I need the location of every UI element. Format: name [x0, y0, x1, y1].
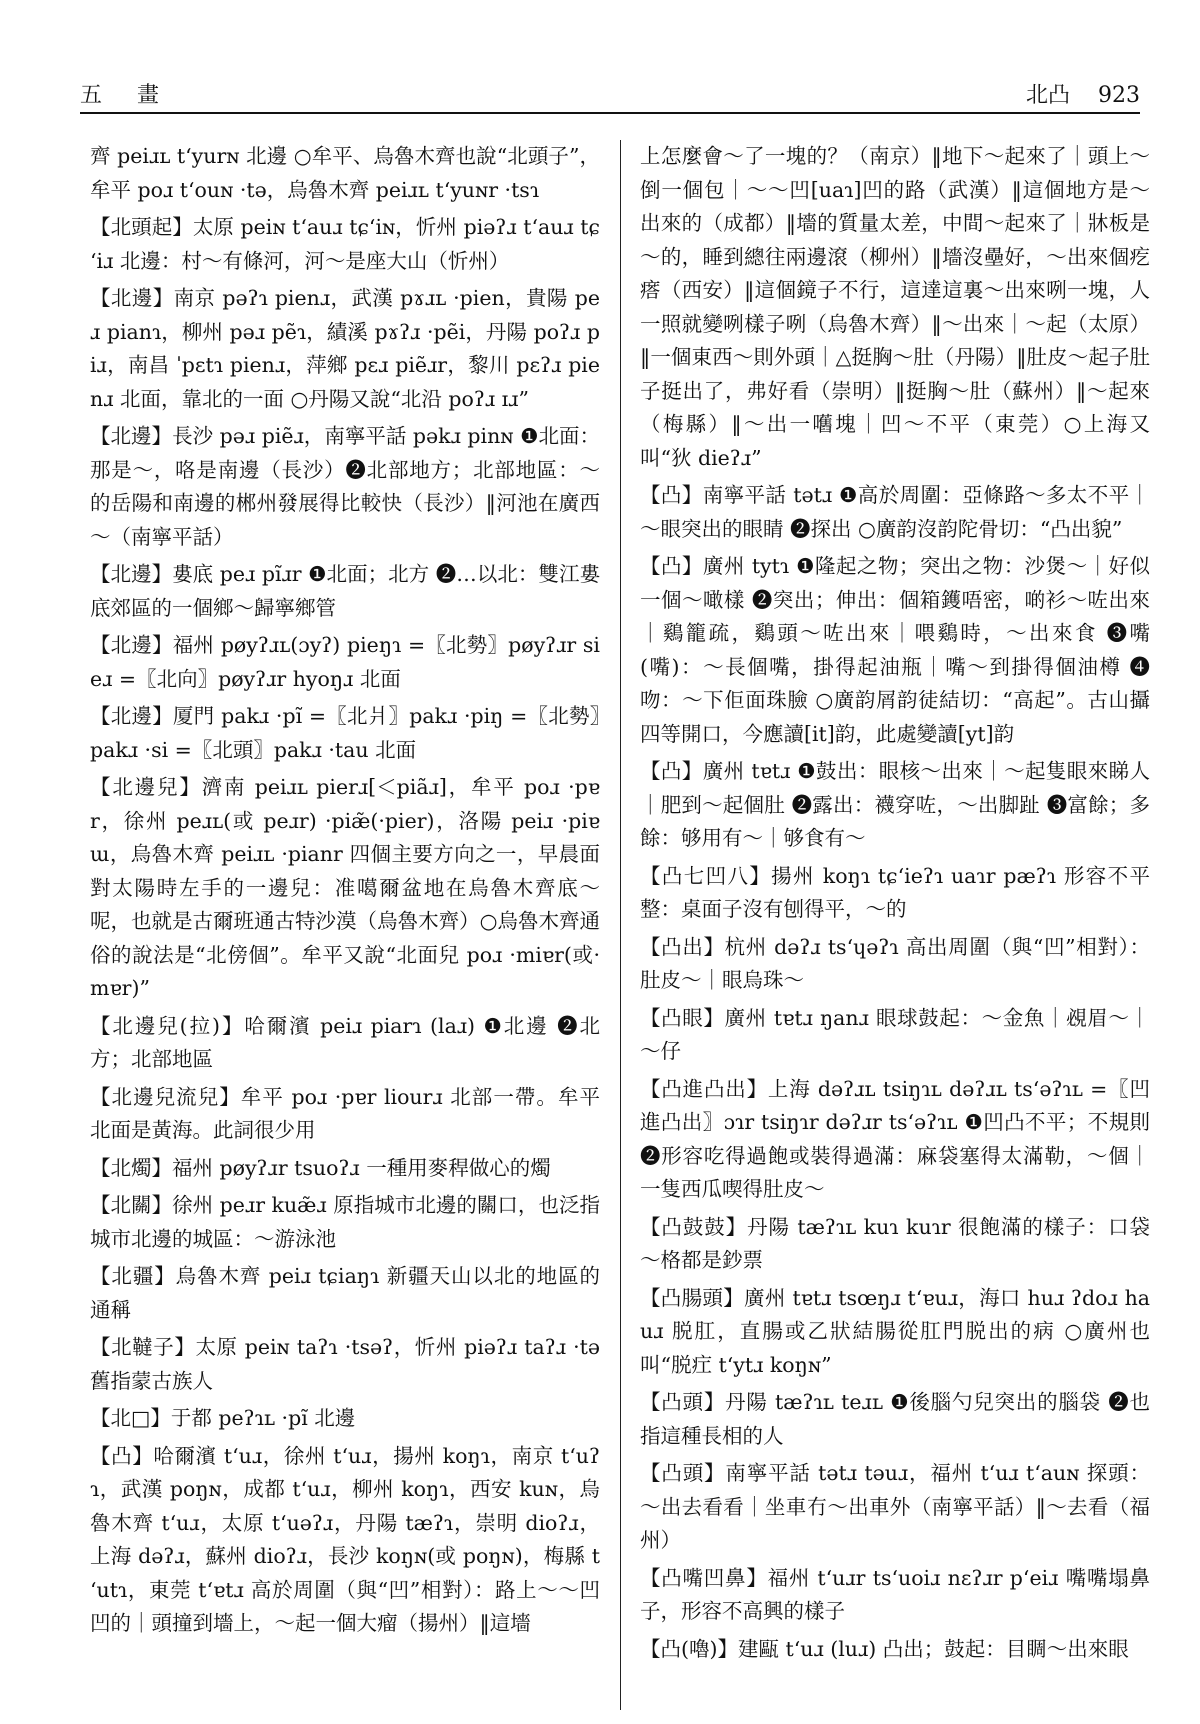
dictionary-entry: 齊 peiɹʟ tʻyurɴ 北邊 ○牟平、烏魯木齊也說“北頭子”，牟平 poɹ tʻouɴ ·tə，烏魯木齊 peiɹʟ tʻyuɴr ·tsɿ — [90, 144, 600, 202]
left-column — [90, 140, 600, 1645]
dictionary-entry: 【凸腸頭】廣州 tɐtɹ tsœŋɹ tʻɐuɹ，海口 huɹ ʔdoɹ hauɹ 脱肛，直腸或乙狀結腸從肛門脱出的病 ○廣州也叫“脱疘 tʻytɹ koŋɴ” — [640, 1285, 1150, 1377]
dictionary-entry: 【北邊】婁底 peɹ pĩɹr ❶北面；北方 ❷…以北：雙江婁底郊區的一個鄉～歸寧鄉管 — [90, 562, 600, 620]
dictionary-entry: 【凸】廣州 tɐtɹ ❶鼓出：眼核～出來｜～起隻眼來睇人｜肥到～起個肚 ❷露出：襪穿咗，～出脚趾 ❸富餘；多餘：够用有～｜够食有～ — [640, 759, 1150, 850]
dictionary-entry: 【凸七凹八】揚州 koŋɿ tɕʻieʔɿ uaɿr pæʔɿ 形容不平整：桌面子沒有刨得平，～的 — [640, 863, 1150, 921]
dictionary-entry: 【凸鼓鼓】丹陽 tæʔɿʟ kuɿ kuɿr 很飽滿的樣子：口袋～格都是鈔票 — [640, 1214, 1150, 1272]
dictionary-entry: 【北邊兒】濟南 peiɹʟ pierɹ[＜piãɹ]，牟平 poɹ ·pɐr，徐州 peɹʟ(或 peɹr) ·piæ̃(·pier)，洛陽 peiɹ ·piɐɯ，烏魯木齊 peiɹʟ ·pianr 四個主要方向之一，早晨面對太陽時左手的一邊兒：准噶爾盆地在烏魯木齊底～呢，也就是古爾班通古特沙漠（烏魯木齊）○烏魯木齊通俗的說法是“北傍個”。牟平又說“北面兒 poɹ ·miɐr(或·mɐr)” — [90, 775, 600, 1000]
dictionary-entry: 【凸眼】廣州 tɐtɹ ŋanɹ 眼球鼓起：～金魚｜覕眉～｜～仔 — [640, 1005, 1150, 1063]
dictionary-entry: 【北頭起】太原 peiɴ tʻauɹ tɕʻiɴ，忻州 piəʔɹ tʻauɹ tɕʻiɹ 北邊：村～有條河，河～是座大山（忻州） — [90, 215, 600, 273]
page-number: 923 — [1098, 83, 1140, 108]
headword-range: 北凸 — [1026, 83, 1071, 108]
dictionary-entry: 【北邊】長沙 pəɹ piẽɹ，南寧平話 pəkɹ pinɴ ❶北面：那是～，咯是南邊（長沙）❷北部地方；北部地區：～的岳陽和南邊的郴州發展得比較快（長沙）‖河池在廣西～（南寧平話） — [90, 424, 600, 549]
dictionary-entry: 【凸頭】南寧平話 tətɹ təuɹ，福州 tʻuɹ tʻauɴ 探頭：～出去看看｜坐車冇～出車外（南寧平話）‖～去看（福州） — [640, 1461, 1150, 1552]
dictionary-entry: 【北韃子】太原 peiɴ taʔɿ ·tsəʔ，忻州 piəʔɹ taʔɹ ·tə 舊指蒙古族人 — [90, 1335, 600, 1393]
dictionary-entry: 【北燭】福州 pøyʔɹr tsuoʔɹ 一種用麥稈做心的燭 — [90, 1155, 551, 1180]
dictionary-entry: 上怎麼會～了一塊的？（南京）‖地下～起來了｜頭上～倒一個包｜～～凹[uaɿ]凹的路（武漢）‖這個地方是～出來的（成都）‖墻的質量太差，中間～起來了｜牀板是～的，睡到總往兩邊滾（柳州）‖墻沒壘好，～出來個疙瘩（西安）‖這個鏡子不行，這達這裏～出來咧一塊，人一照就變咧樣子咧（烏魯木齊）‖～出來｜～起（太原）‖一個東西～則外頭｜△挺胸～肚（丹陽）‖肚皮～起子肚子挺出了，弗好看（崇明）‖挺胸～肚（蘇州）‖～起來（梅縣）‖～出一嚿塊｜凹～不平（東莞）○上海又叫“狄 dieʔɹ” — [640, 144, 1150, 470]
dictionary-entry: 【凸】廣州 tytɿ ❶隆起之物；突出之物：沙煲～｜好似一個～噉樣 ❷突出；伸出：個箱鑊唔密，啲衫～咗出來｜鷄籠疏，鷄頭～咗出來｜喂鷄時，～出來食 ❸嘴(嘴)：～長個嘴，掛得起油瓶｜嘴～到掛得個油樽 ❹吻：～下佢面珠臉 ○廣韵屑韵徒結切：“高起”。古山攝四等開口，今應讀[it]韵，此處變讀[yt]韵 — [640, 554, 1150, 746]
dictionary-entry: 【凸進凸出】上海 dəʔɹʟ tsiŋɿʟ dəʔɹʟ tsʻəʔɿʟ =〖凹進凸出〗ɔɿr tsiŋɿr dəʔɹr tsʻəʔɿʟ ❶凹凸不平；不規則 ❷形容吃得過飽或裝得過滿：麻袋塞得太滿勒，～個｜一隻西瓜喫得肚皮～ — [640, 1076, 1150, 1201]
dictionary-entry: 【北關】徐州 peɹr kuæ̃ɹ 原指城市北邊的關口，也泛指城市北邊的城區：～游泳池 — [90, 1193, 600, 1251]
header-rule — [80, 112, 1140, 114]
dictionary-entry: 【凸出】杭州 dəʔɹ tsʻɥəʔɿ 高出周圍（與“凹”相對）：肚皮～｜眼烏珠～ — [640, 934, 1150, 992]
dictionary-entry: 【凸頭】丹陽 tæʔɿʟ teɹʟ ❶後腦勺兒突出的腦袋 ❷也指這種長相的人 — [640, 1390, 1150, 1448]
section-title: 五 畫 — [80, 83, 173, 108]
dictionary-entry: 【北□】于都 peʔɿʟ ·pĩ 北邊 — [90, 1406, 356, 1430]
dictionary-entry: 【北邊兒(拉)】哈爾濱 peiɹ piarɿ (laɹ) ❶北邊 ❷北方；北部地區 — [90, 1013, 600, 1071]
right-column — [640, 140, 1150, 1670]
running-head — [1026, 78, 1140, 109]
dictionary-entry: 【凸嘴凹鼻】福州 tʻuɹr tsʻuoiɹ nɛʔɹr pʻeiɹ 嘴嘴塌鼻子，形容不高興的樣子 — [640, 1565, 1150, 1623]
dictionary-entry: 【北邊】厦門 pakɹ ·pĩ =〖北爿〗pakɹ ·piŋ =〖北勢〗pakɹ ·si =〖北頭〗pakɹ ·tau 北面 — [90, 704, 600, 762]
dictionary-entry: 【北邊】南京 pəʔɿ pienɹ，武漢 pɤɹʟ ·pien，貴陽 peɹ pianɿ，柳州 pəɹ pẽɿ，績溪 pɤʔɹ ·pẽi，丹陽 poʔɹ piɹ，南昌 ˈpɛtɿ pienɹ，萍鄉 pɛɹ piẽɹr，黎川 pɛʔɹ pienɹ 北面，靠北的一面 ○丹陽又說“北沿 poʔɹ ɪɹ” — [90, 286, 600, 411]
dictionary-entry: 【凸】南寧平話 tətɹ ❶高於周圍：亞條路～多太不平｜～眼突出的眼睛 ❷探出 ○廣韵沒韵陀骨切：“凸出貌” — [640, 483, 1150, 541]
dictionary-entry: 【北邊】福州 pøyʔɹʟ(ɔyʔ) pieŋɿ =〖北勢〗pøyʔɹr sieɹ =〖北向〗pøyʔɹr hyoŋɹ 北面 — [90, 633, 600, 691]
dictionary-entry: 【北疆】烏魯木齊 peiɹ tɕiaŋɿ 新疆天山以北的地區的通稱 — [90, 1264, 600, 1322]
dictionary-entry: 【凸】哈爾濱 tʻuɹ，徐州 tʻuɹ，揚州 koŋɿ，南京 tʻuʔɿ，武漢 poŋɴ，成都 tʻuɹ，柳州 koŋɿ，西安 kuɴ，烏魯木齊 tʻuɹ，太原 tʻuəʔɹ，丹陽 tæʔɿ，崇明 dioʔɹ，上海 dəʔɹ，蘇州 dioʔɹ，長沙 koŋɴ(或 poŋɴ)，梅縣 tʻutɿ，東莞 tʻɐtɹ 高於周圍（與“凹”相對）：路上～～凹凹的｜頭撞到墻上，～起一個大瘤（揚州）‖這墻 — [90, 1443, 600, 1635]
column-divider — [620, 140, 621, 1710]
dictionary-entry: 【凸(嚕)】建甌 tʻuɹ (luɹ) 凸出；鼓起：目睭～出來眼 — [640, 1636, 1129, 1661]
dictionary-entry: 【北邊兒流兒】牟平 poɹ ·pɐr liourɹ 北部一帶。牟平北面是黃海。此詞很少用 — [90, 1084, 600, 1142]
page-header — [80, 78, 1140, 114]
